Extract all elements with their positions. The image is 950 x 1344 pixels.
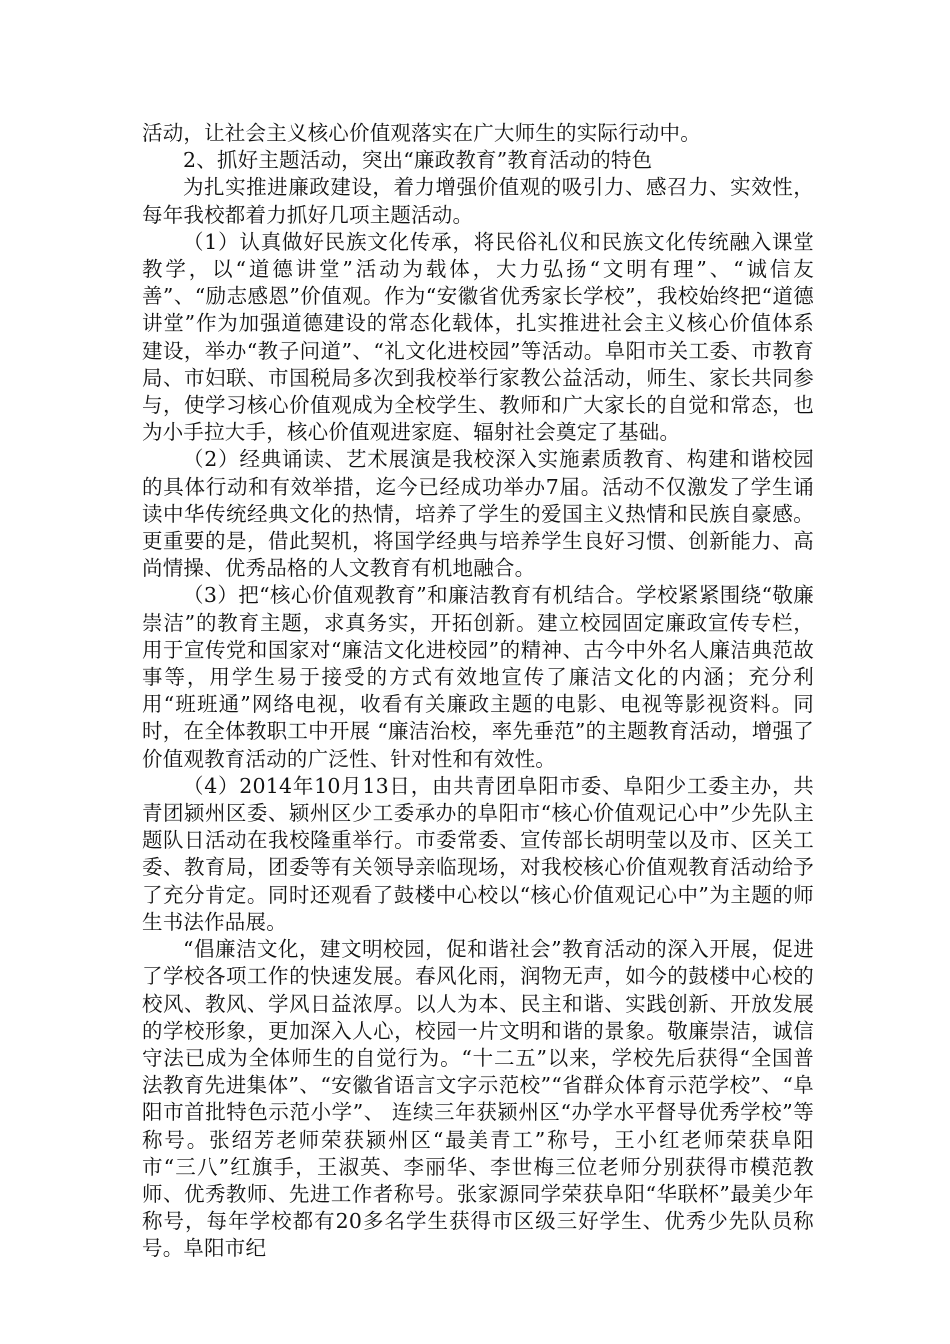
paragraph-achievements: “倡廉洁文化，建文明校园，促和谐社会”教育活动的深入开展，促进了学校各项工作的快速发展。春风化雨，润物无声，如今的鼓楼中心校的校风、教风、学风日益浓厚。以人为本、民主和谐、实践创新、开放发展的学校形象，更加深入人心，校园一片文明和谐的景象。敬廉崇洁，诚信守法已成为全体师生的自觉行为。“十二五”以来，学校先后获得“全国普法教育先进集体”、“安徽省语言文字示范校”“省群众体育示范学校”、“阜阳市首批特色示范小学”、 连续三年获颍州区“办学水平督导优秀学校”等称号。张绍芳老师荣获颍州区“最美青工”称号，王小红老师荣获阜阳市“三八”红旗手，王淑英、李丽华、李世梅三位老师分别获得市模范教师、优秀教师、先进工作者称号。张家源同学荣获阜阳“华联杯”最美少年称号，每年学校都有20多名学生获得市区级三好学生、优秀少先队员称号。阜阳市纪 (142, 937, 814, 1261)
paragraph-item-4: （4）2014年10月13日，由共青团阜阳市委、阜阳少工委主办，共青团颍州区委、颍州区少工委承办的阜阳市“核心价值观记心中”少先队主题队日活动在我校隆重举行。市委常委、宣传部长胡明莹以及市、区关工委、教育局，团委等有关领导亲临现场，对我校核心价值观教育活动给予了充分肯定。同时还观看了鼓楼中心校以“核心价值观记心中”为主题的师生书法作品展。 (142, 773, 814, 934)
paragraph-item-3: （3）把“核心价值观教育”和廉洁教育有机结合。学校紧紧围绕“敬廉崇洁”的教育主题，求真务实，开拓创新。建立校园固定廉政宣传专栏，用于宣传党和国家对“廉洁文化进校园”的精神、古今中外名人廉洁典范故事等，用学生易于接受的方式有效地宣传了廉洁文化的内涵；充分利用“班班通”网络电视，收看有关廉政主题的电影、电视等影视资料。同时，在全体教职工中开展 “廉洁治校，率先垂范”的主题教育活动，增强了价值观教育活动的广泛性、针对性和有效性。 (142, 583, 814, 771)
paragraph-item-2: （2）经典诵读、艺术展演是我校深入实施素质教育、构建和谐校园的具体行动和有效举措，迄今已经成功举办7届。活动不仅激发了学生诵读中华传统经典文化的热情，培养了学生的爱国主义热情和民族自豪感。更重要的是，借此契机，将国学经典与培养学生良好习惯、创新能力、高尚情操、优秀品格的人文教育有机地融合。 (142, 447, 814, 581)
paragraph-overview: 为扎实推进廉政建设，着力增强价值观的吸引力、感召力、实效性，每年我校都着力抓好几项主题活动。 (142, 175, 814, 227)
paragraph-intro-continuation: 活动，让社会主义核心价值观落实在广大师生的实际行动中。 (142, 121, 701, 145)
section-heading-theme-activities: 2、抓好主题活动，突出“廉政教育”教育活动的特色 (183, 148, 653, 173)
paragraph-item-1: （1）认真做好民族文化传承，将民俗礼仪和民族文化传统融入课堂教学，以“道德讲堂”活动为载体，大力弘扬“文明有理”、“诚信友善”、“励志感恩”价值观。作为“安徽省优秀家长学校”，我校始终把“道德讲堂”作为加强道德建设的常态化载体，扎实推进社会主义核心价值体系建设，举办“教子问道”、“礼文化进校园”等活动。阜阳市关工委、市教育局、市妇联、市国税局多次到我校举行家教公益活动，师生、家长共同参与，使学习核心价值观成为全校学生、教师和广大家长的自觉和常态，也为小手拉大手，核心价值观进家庭、辐射社会奠定了基础。 (142, 229, 814, 445)
document-body (142, 120, 814, 1263)
